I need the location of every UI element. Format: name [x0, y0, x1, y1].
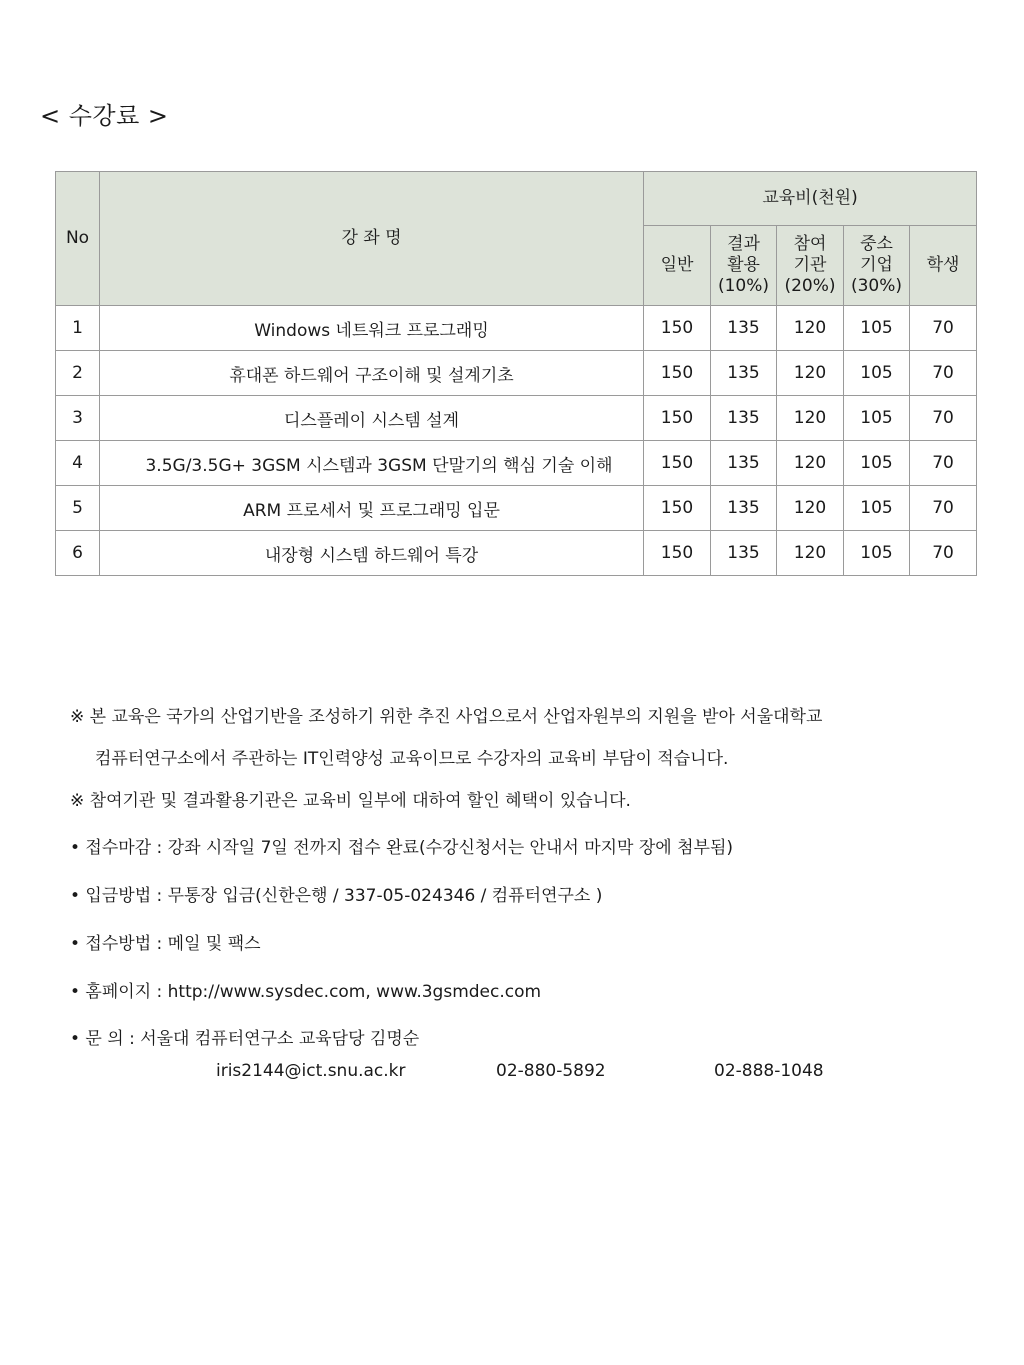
cell-student: 70 — [910, 486, 977, 531]
cell-course-name: 내장형 시스템 하드웨어 특강 — [100, 531, 644, 576]
cell-results: 135 — [711, 396, 777, 441]
fee-table — [55, 171, 977, 576]
cell-course-name: Windows 네트워크 프로그래밍 — [100, 306, 644, 351]
cell-student: 70 — [910, 441, 977, 486]
table-row — [56, 306, 977, 351]
cell-no: 1 — [56, 306, 100, 351]
header-sme-line2: 기업 — [860, 255, 893, 275]
header-partner-line1: 참여 — [793, 234, 827, 254]
cell-general: 150 — [644, 396, 711, 441]
cell-no: 2 — [56, 351, 100, 396]
homepage-info: • 홈페이지 : http://www.sysdec.com, www.3gsmdec.com — [70, 982, 542, 1002]
header-no: No — [56, 172, 100, 306]
cell-sme: 105 — [844, 306, 910, 351]
cell-student: 70 — [910, 351, 977, 396]
header-results-line1: 결과 — [727, 234, 760, 254]
contact-email: iris2144@ict.snu.ac.kr — [216, 1061, 406, 1081]
note-1-line-2: 컴퓨터연구소에서 주관하는 IT인력양성 교육이므로 수강자의 교육비 부담이 적습니다. — [95, 749, 729, 769]
cell-student: 70 — [910, 306, 977, 351]
note-1-line-1: ※ 본 교육은 국가의 산업기반을 조성하기 위한 추진 사업으로서 산업자원부의 지원을 받아 서울대학교 — [70, 707, 823, 727]
table-row — [56, 351, 977, 396]
header-sme-line1: 중소 — [860, 234, 893, 254]
note-2: ※ 참여기관 및 결과활용기관은 교육비 일부에 대하여 할인 혜택이 있습니다. — [70, 791, 631, 811]
header-results-line2: 활용 — [727, 255, 760, 275]
inquiry-info: • 문 의 : 서울대 컴퓨터연구소 교육담당 김명순 — [70, 1029, 420, 1049]
table-body — [56, 306, 977, 576]
cell-general: 150 — [644, 306, 711, 351]
header-student: 학생 — [910, 226, 977, 306]
page-title: < 수강료 > — [40, 102, 169, 130]
contact-fax: 02-888-1048 — [714, 1061, 824, 1081]
header-sme-line3: (30%) — [850, 276, 903, 296]
deadline-info: • 접수마감 : 강좌 시작일 7일 전까지 접수 완료(수강신청서는 안내서 마지막 장에 첨부됨) — [70, 838, 734, 858]
cell-sme: 105 — [844, 351, 910, 396]
header-results-line3: (10%) — [717, 276, 770, 296]
cell-course-name: 3.5G/3.5G+ 3GSM 시스템과 3GSM 단말기의 핵심 기술 이해 — [100, 441, 644, 486]
cell-partner: 120 — [777, 486, 844, 531]
header-general: 일반 — [644, 226, 711, 306]
table-row — [56, 486, 977, 531]
cell-no: 5 — [56, 486, 100, 531]
cell-student: 70 — [910, 396, 977, 441]
cell-partner: 120 — [777, 306, 844, 351]
cell-results: 135 — [711, 351, 777, 396]
cell-sme: 105 — [844, 441, 910, 486]
cell-general: 150 — [644, 531, 711, 576]
cell-course-name: 휴대폰 하드웨어 구조이해 및 설계기초 — [100, 351, 644, 396]
contact-phone: 02-880-5892 — [496, 1061, 606, 1081]
cell-sme: 105 — [844, 396, 910, 441]
cell-sme: 105 — [844, 486, 910, 531]
cell-partner: 120 — [777, 351, 844, 396]
payment-info: • 입금방법 : 무통장 입금(신한은행 / 337-05-024346 / 컴퓨터연구소 ) — [70, 886, 603, 906]
cell-student: 70 — [910, 531, 977, 576]
cell-no: 4 — [56, 441, 100, 486]
application-info: • 접수방법 : 메일 및 팩스 — [70, 934, 261, 954]
header-course-name: 강 좌 명 — [100, 172, 644, 306]
cell-partner: 120 — [777, 441, 844, 486]
cell-partner: 120 — [777, 396, 844, 441]
cell-results: 135 — [711, 441, 777, 486]
header-fee-group: 교육비(천원) — [644, 172, 977, 226]
table-row — [56, 441, 977, 486]
header-sme — [844, 226, 910, 306]
cell-no: 3 — [56, 396, 100, 441]
header-results-usage — [711, 226, 777, 306]
cell-course-name: ARM 프로세서 및 프로그래밍 입문 — [100, 486, 644, 531]
cell-sme: 105 — [844, 531, 910, 576]
table-row — [56, 531, 977, 576]
table-row — [56, 396, 977, 441]
cell-general: 150 — [644, 441, 711, 486]
cell-partner: 120 — [777, 531, 844, 576]
cell-results: 135 — [711, 486, 777, 531]
header-partner-org — [777, 226, 844, 306]
cell-no: 6 — [56, 531, 100, 576]
cell-results: 135 — [711, 531, 777, 576]
header-partner-line3: (20%) — [784, 276, 836, 296]
header-partner-line2: 기관 — [793, 255, 827, 275]
cell-results: 135 — [711, 306, 777, 351]
cell-general: 150 — [644, 486, 711, 531]
table-header — [56, 172, 977, 306]
cell-general: 150 — [644, 351, 711, 396]
cell-course-name: 디스플레이 시스템 설계 — [100, 396, 644, 441]
